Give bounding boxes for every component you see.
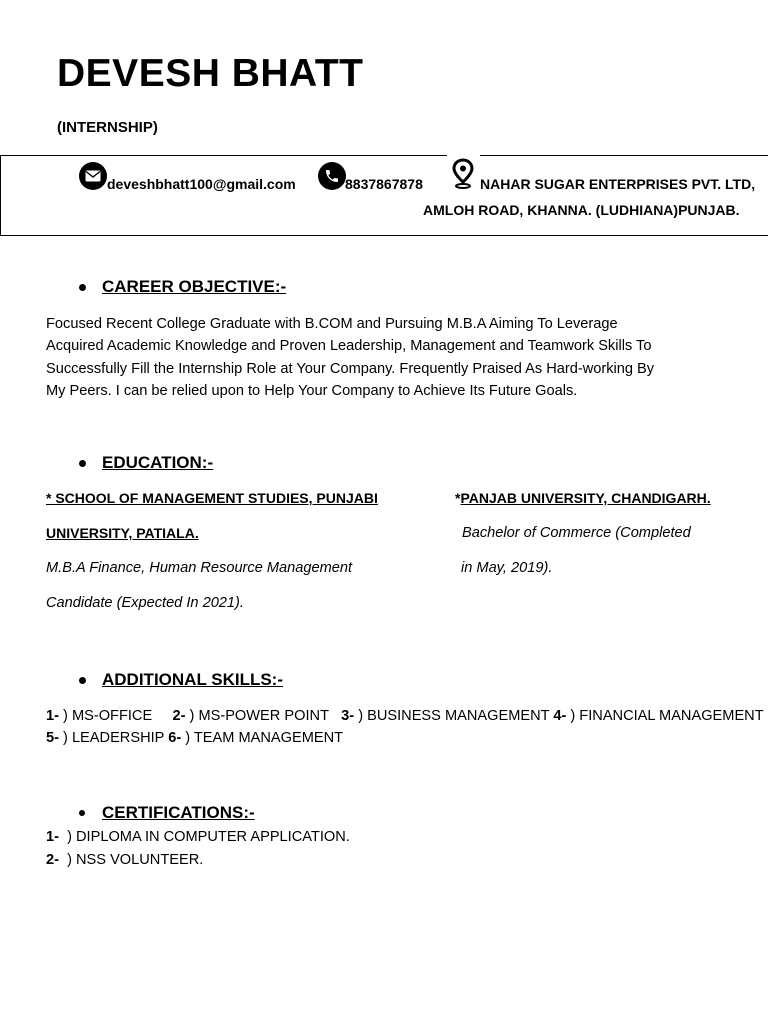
education-heading: EDUCATION:-	[102, 453, 214, 472]
email-address[interactable]: deveshbhatt100@gmail.com	[107, 176, 296, 192]
objective-line: Acquired Academic Knowledge and Proven Leadership, Management and Teamwork Skills To	[46, 338, 652, 355]
objective-line: My Peers. I can be relied upon to Help Your Company to Achieve Its Future Goals.	[46, 383, 578, 400]
skill-number: 1-	[46, 708, 64, 724]
contact-box	[0, 155, 768, 236]
email-icon	[79, 162, 107, 190]
skill-number: 6-	[168, 730, 186, 746]
edu-left-title-line2: UNIVERSITY, PATIALA.	[46, 525, 199, 541]
edu-right-detail-line2: in May, 2019).	[461, 560, 553, 576]
edu-left-detail-line1: M.B.A Finance, Human Resource Management	[46, 560, 353, 576]
edu-right-title	[455, 490, 711, 506]
edu-right-detail-line1: Bachelor of Commerce (Completed	[462, 525, 691, 541]
location-pin-icon	[452, 158, 474, 190]
objective-line: Successfully Fill the Internship Role at Your Company. Frequently Praised As Hard-working By	[46, 360, 655, 377]
resume-subtitle: (INTERNSHIP)	[57, 119, 158, 136]
skill-item: ) TEAM MANAGEMENT	[185, 730, 344, 746]
phone-icon	[318, 162, 346, 190]
edu-left-detail-line2: Candidate (Expected In 2021).	[46, 595, 244, 611]
phone-number[interactable]: 8837867878	[345, 176, 423, 192]
bullet	[79, 460, 86, 467]
skills-text	[46, 705, 768, 749]
skill-number: 2-	[172, 708, 190, 724]
skill-item: ) MS-POWER POINT	[189, 708, 329, 724]
objective-line: Focused Recent College Graduate with B.COM and Pursuing M.B.A Aiming To Leverage	[46, 316, 618, 332]
candidate-name: DEVESH BHATT	[57, 52, 364, 95]
certifications-list	[46, 826, 350, 871]
bullet	[79, 677, 86, 684]
additional-skills-heading: ADDITIONAL SKILLS:-	[102, 670, 284, 689]
address-line-2: AMLOH ROAD, KHANNA. (LUDHIANA)PUNJAB.	[423, 202, 740, 218]
career-objective-heading: CAREER OBJECTIVE:-	[102, 277, 287, 296]
skills-line-1	[46, 705, 768, 749]
cert-number: 2-	[46, 852, 59, 868]
edu-right-title-text: PANJAB UNIVERSITY, CHANDIGARH.	[460, 490, 711, 506]
bullet	[79, 284, 86, 291]
skill-item: ) LEADERSHIP	[63, 730, 165, 746]
certification-item	[46, 849, 350, 871]
career-objective-text	[46, 313, 654, 403]
address-line-1: NAHAR SUGAR ENTERPRISES PVT. LTD,	[480, 176, 756, 192]
skill-number: 5-	[46, 730, 64, 746]
edu-right-star: *	[455, 490, 461, 506]
certifications-heading: CERTIFICATIONS:-	[102, 803, 255, 822]
skill-item: ) FINANCIAL MANAGEMENT	[570, 708, 764, 724]
cert-number: 1-	[46, 829, 59, 845]
edu-left-title-line1: * SCHOOL OF MANAGEMENT STUDIES, PUNJABI	[46, 490, 378, 506]
bullet	[79, 810, 85, 816]
skill-number: 4-	[553, 708, 571, 724]
skill-item: ) MS-OFFICE	[63, 708, 153, 724]
certification-item	[46, 826, 350, 848]
skill-item: ) BUSINESS MANAGEMENT	[358, 708, 550, 724]
cert-text: ) NSS VOLUNTEER.	[67, 852, 204, 868]
cert-text: ) DIPLOMA IN COMPUTER APPLICATION.	[67, 829, 350, 845]
skill-number: 3-	[341, 708, 359, 724]
